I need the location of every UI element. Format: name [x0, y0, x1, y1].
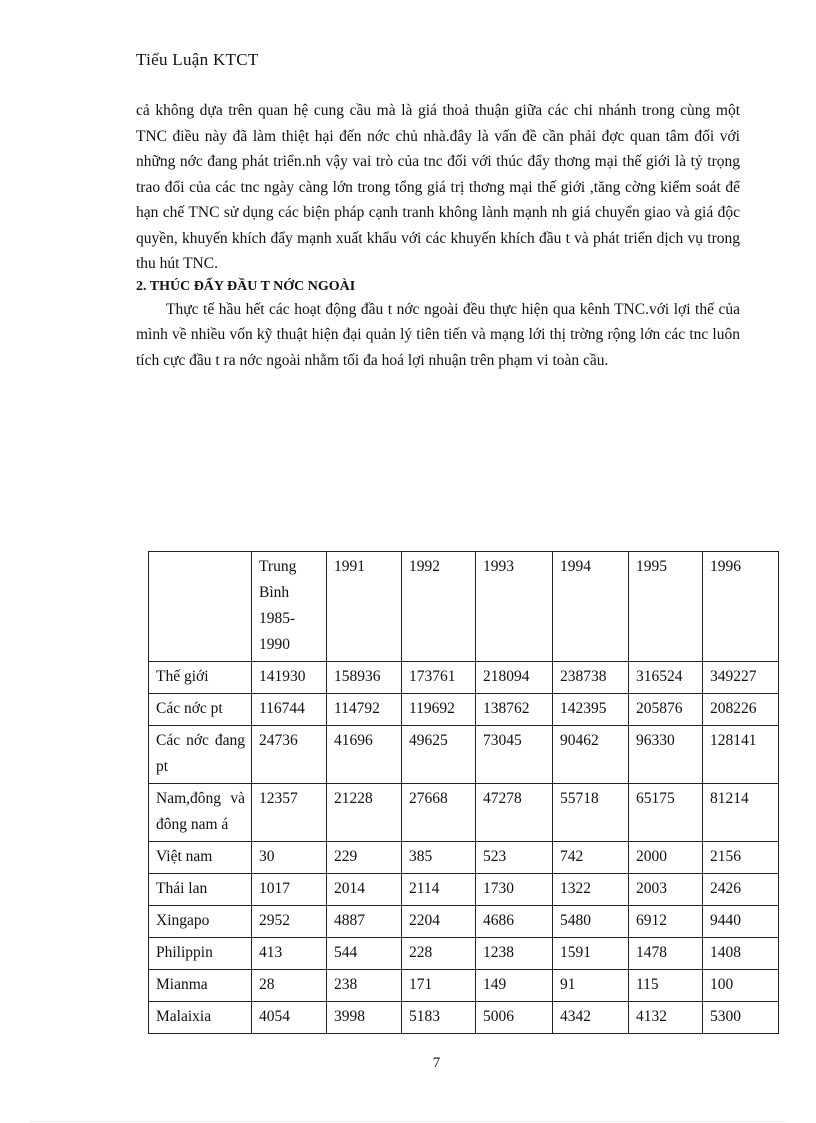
row-label: Các nớc pt: [149, 694, 252, 726]
table-cell: 47278: [476, 784, 553, 842]
body-text: [136, 98, 740, 373]
table-cell: 55718: [553, 784, 629, 842]
table-cell: 149: [476, 970, 553, 1002]
table-cell: 30: [252, 842, 327, 874]
row-label: Việt nam: [149, 842, 252, 874]
table-row: [149, 726, 779, 784]
table-cell: 2426: [703, 874, 779, 906]
table-cell: 173761: [402, 662, 476, 694]
row-label: Nam,đông và đông nam á: [149, 784, 252, 842]
table-cell: 385: [402, 842, 476, 874]
table-cell: 4054: [252, 1002, 327, 1034]
table-cell: 1478: [629, 938, 703, 970]
row-label: Mianma: [149, 970, 252, 1002]
fdi-table: [148, 551, 779, 1034]
table-cell: 49625: [402, 726, 476, 784]
row-label: Các nớc đang pt: [149, 726, 252, 784]
table-header-row: [149, 552, 779, 662]
page-header: Tiểu Luận KTCT: [136, 50, 259, 69]
row-label: Malaixia: [149, 1002, 252, 1034]
row-label: Thái lan: [149, 874, 252, 906]
table-cell: 2014: [327, 874, 402, 906]
table-row: [149, 842, 779, 874]
table-cell: 349227: [703, 662, 779, 694]
table-cell: 6912: [629, 906, 703, 938]
table-cell: 158936: [327, 662, 402, 694]
table-cell: 171: [402, 970, 476, 1002]
table-cell: 100: [703, 970, 779, 1002]
table-cell: 3998: [327, 1002, 402, 1034]
table-cell: 65175: [629, 784, 703, 842]
table-cell: 218094: [476, 662, 553, 694]
table-row: [149, 938, 779, 970]
paragraph: Thực tế hầu hết các hoạt động đầu t nớc ngoài đều thực hiện qua kênh TNC.với lợi thế của mình về nhiều vốn kỹ thuật hiện đại quản lý tiên tiến và mạng lới thị trờng rộng lớn các tnc luôn tích cực đầu t ra nớc ngoài nhằm tối đa hoá lợi nhuận trên phạm vi toàn cầu.: [136, 300, 740, 369]
table-cell: 413: [252, 938, 327, 970]
table-cell: 119692: [402, 694, 476, 726]
table-cell: 96330: [629, 726, 703, 784]
table-cell: 115: [629, 970, 703, 1002]
table-cell: 228: [402, 938, 476, 970]
table-cell: 114792: [327, 694, 402, 726]
table-cell: 27668: [402, 784, 476, 842]
table-header-cell: 1993: [476, 552, 553, 662]
section-heading: 2. THÚC ĐẨY ĐẦU T NỚC NGOÀI: [136, 278, 356, 294]
table-cell: 138762: [476, 694, 553, 726]
table-header-cell: 1992: [402, 552, 476, 662]
table-cell: 116744: [252, 694, 327, 726]
row-label: Thế giới: [149, 662, 252, 694]
table-cell: 1408: [703, 938, 779, 970]
table-cell: 1322: [553, 874, 629, 906]
table-cell: 238738: [553, 662, 629, 694]
table-cell: 5300: [703, 1002, 779, 1034]
footer-divider: [30, 1121, 786, 1122]
table-cell: 4686: [476, 906, 553, 938]
table-cell: 24736: [252, 726, 327, 784]
table-row: [149, 784, 779, 842]
table-row: [149, 662, 779, 694]
table-cell: 1591: [553, 938, 629, 970]
table-cell: 21228: [327, 784, 402, 842]
table-cell: 544: [327, 938, 402, 970]
table-cell: 4132: [629, 1002, 703, 1034]
table-row: [149, 906, 779, 938]
table-cell: 1017: [252, 874, 327, 906]
table-cell: 316524: [629, 662, 703, 694]
table-cell: 142395: [553, 694, 629, 726]
table-header-cell: 1995: [629, 552, 703, 662]
table-cell: 2204: [402, 906, 476, 938]
table-cell: 4887: [327, 906, 402, 938]
table-header-cell: [149, 552, 252, 662]
table-cell: 9440: [703, 906, 779, 938]
table-row: [149, 694, 779, 726]
table-cell: 81214: [703, 784, 779, 842]
table-cell: 4342: [553, 1002, 629, 1034]
table-cell: 2114: [402, 874, 476, 906]
table-header-cell: 1994: [553, 552, 629, 662]
table-cell: 2000: [629, 842, 703, 874]
table-cell: 5480: [553, 906, 629, 938]
table-cell: 2156: [703, 842, 779, 874]
table-cell: 229: [327, 842, 402, 874]
table-cell: 238: [327, 970, 402, 1002]
table-row: [149, 874, 779, 906]
table-row: [149, 970, 779, 1002]
table-cell: 742: [553, 842, 629, 874]
row-label: Philippin: [149, 938, 252, 970]
table-cell: 5183: [402, 1002, 476, 1034]
table-cell: 2952: [252, 906, 327, 938]
table-cell: 141930: [252, 662, 327, 694]
table-cell: 1730: [476, 874, 553, 906]
table-cell: 73045: [476, 726, 553, 784]
table-cell: 91: [553, 970, 629, 1002]
table-header-cell: Trung Bình 1985-1990: [252, 552, 327, 662]
table-cell: 12357: [252, 784, 327, 842]
table-cell: 28: [252, 970, 327, 1002]
table-cell: 41696: [327, 726, 402, 784]
table-row: [149, 1002, 779, 1034]
table-cell: 90462: [553, 726, 629, 784]
table-cell: 523: [476, 842, 553, 874]
row-label: Xingapo: [149, 906, 252, 938]
table-header-cell: 1996: [703, 552, 779, 662]
table-cell: 208226: [703, 694, 779, 726]
table-header-cell: 1991: [327, 552, 402, 662]
table-cell: 128141: [703, 726, 779, 784]
table-cell: 5006: [476, 1002, 553, 1034]
paragraph: cả không dựa trên quan hệ cung cầu mà là giá thoả thuận giữa các chi nhánh trong cùng một TNC điều này đã làm thiệt hại đến nớc chủ nhà.đây là vấn đề cần phải đợc quan tâm đối với những nớc đang phát triển.nh vậy vai trò của tnc đối với thúc đẩy thơng mại thế giới là tỷ trọng trao đổi của các tnc ngày càng lớn trong tổng giá trị thơng mại thế giới ,tăng cờng kiểm soát để hạn chế TNC sử dụng các biện pháp cạnh tranh không lành mạnh nh giá chuyển giao và giá độc quyền, khuyến khích đẩy mạnh xuất khẩu với các khuyến khích đầu t và phát triển dịch vụ trong thu hút TNC.: [136, 102, 740, 272]
table-cell: 205876: [629, 694, 703, 726]
table-cell: 1238: [476, 938, 553, 970]
table-cell: 2003: [629, 874, 703, 906]
page-number: 7: [432, 1055, 441, 1071]
